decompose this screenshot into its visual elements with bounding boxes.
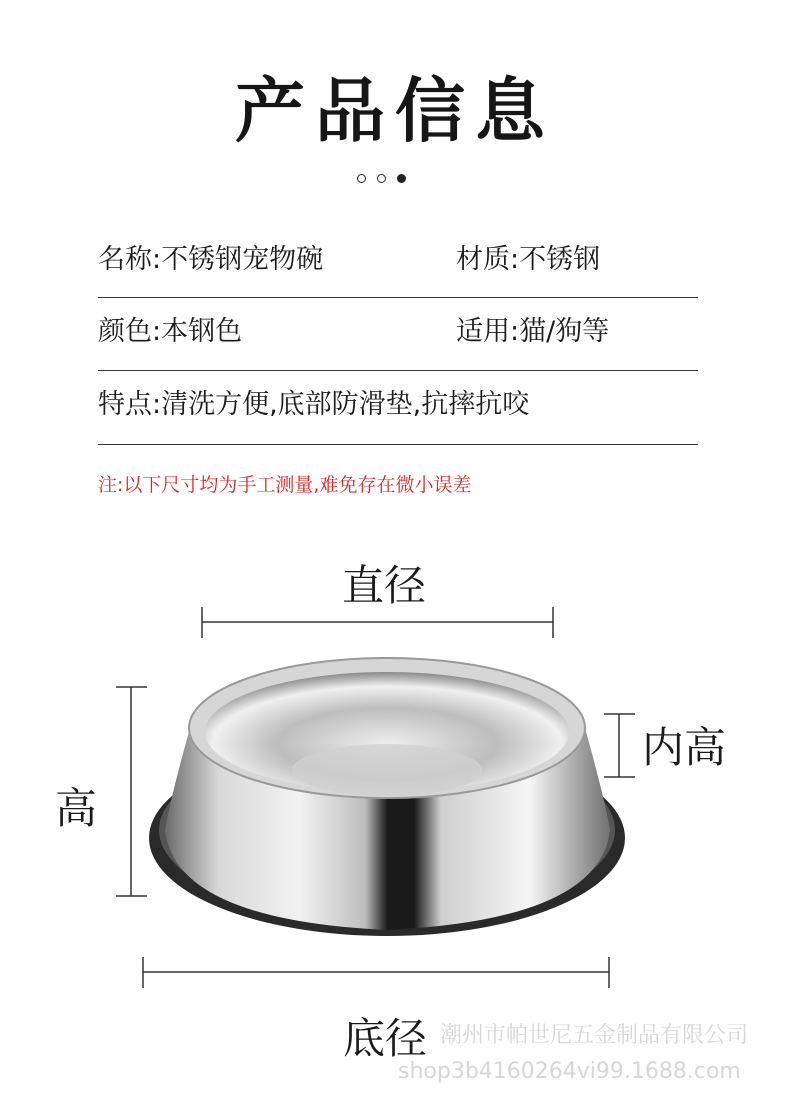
diameter-label: 直径 <box>342 561 427 610</box>
measurement-note: 注:以下尺寸均为手工测量,难免存在微小误差 <box>98 474 472 496</box>
page-title: 产品信息 <box>235 70 555 152</box>
spec-usage: 适用:猫/狗等 <box>456 316 610 347</box>
spec-features: 特点:清洗方便,底部防滑垫,抗摔抗咬 <box>98 389 530 420</box>
spec-name: 名称:不锈钢宠物碗 <box>98 244 324 275</box>
inner-height-label: 内高 <box>642 723 727 772</box>
spec-material: 材质:不锈钢 <box>456 244 601 275</box>
spec-color: 颜色:本钢色 <box>98 316 243 347</box>
height-label: 高 <box>55 784 98 833</box>
watermark-company: 潮州市帕世尼五金制品有限公司 <box>440 1023 749 1048</box>
watermark-url: shop3b4160264vi99.1688.com <box>398 1059 741 1084</box>
base-diameter-label: 底径 <box>343 1014 428 1063</box>
